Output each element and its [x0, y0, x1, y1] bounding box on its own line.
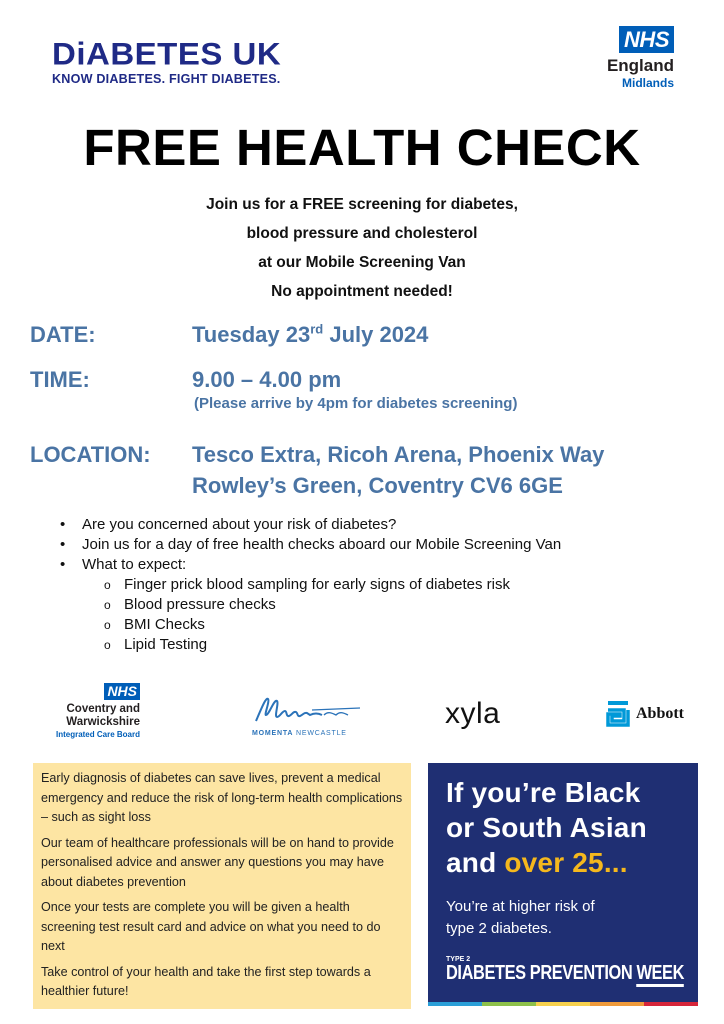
- abbott-logo: [606, 700, 684, 728]
- bullet-list: [60, 515, 561, 655]
- diabetes-uk-tagline: KNOW DIABETES. FIGHT DIABETES.: [52, 72, 281, 86]
- momenta-newcastle-logo: [252, 693, 364, 737]
- headline-highlight: over 25...: [504, 847, 628, 878]
- date-ordinal: rd: [310, 321, 324, 337]
- campaign-banner: [428, 763, 698, 1006]
- momenta-script-icon: [252, 693, 362, 723]
- intro-line: Join us for a FREE screening for diabetes,: [206, 196, 518, 213]
- intro-line: at our Mobile Screening Van: [258, 254, 466, 271]
- brand-text: DIABETES PREVENTION: [446, 962, 637, 984]
- diabetes-uk-logo: [52, 35, 282, 86]
- list-item: • Join us for a day of free health checks aboard our Mobile Screening Van: [60, 535, 561, 555]
- info-paragraph: Our team of healthcare professionals will be on hand to provide personalised advice and answer any questions you may have about diabetes prevention: [41, 835, 394, 889]
- location-line-1: Tesco Extra, Ricoh Arena, Phoenix Way: [192, 442, 605, 467]
- diabetes-uk-wordmark: DiABETES UK: [52, 35, 282, 72]
- sub-list-item: o Blood pressure checks: [60, 595, 561, 615]
- sub-list-item: o Lipid Testing: [60, 635, 561, 655]
- list-item: • What to expect:: [60, 555, 561, 575]
- info-paragraph: Once your tests are complete you will be given a health screening test result card and advice on what you need to do next: [41, 900, 381, 953]
- headline-line: [446, 845, 647, 880]
- xyla-logo: xyla: [445, 697, 501, 730]
- campaign-brand: [446, 962, 684, 985]
- nhs-region-text: Midlands: [621, 76, 674, 90]
- time-label: TIME:: [30, 367, 90, 392]
- icb-line-3: Integrated Care Board: [55, 730, 140, 739]
- strip-segment: [590, 1002, 644, 1006]
- sub-list-item: o BMI Checks: [60, 615, 561, 635]
- icb-line-2: Warwickshire: [66, 716, 140, 728]
- campaign-subtext: [446, 896, 595, 940]
- strip-segment: [428, 1002, 482, 1006]
- time-value: 9.00 – 4.00 pm: [192, 367, 342, 392]
- strip-segment: [644, 1002, 698, 1006]
- subtext-line: type 2 diabetes.: [446, 920, 552, 937]
- momenta-bold: MOMENTA: [252, 730, 294, 737]
- nhs-badge: NHS: [619, 26, 674, 53]
- strip-segment: [482, 1002, 536, 1006]
- sub-list-item: o Finger prick blood sampling for early signs of diabetes risk: [60, 575, 561, 595]
- info-paragraph: Take control of your health and take the first step towards a healthier future!: [41, 964, 371, 998]
- time-note: (Please arrive by 4pm for diabetes screening): [194, 395, 518, 412]
- headline-line: If you’re Black: [446, 777, 641, 808]
- icb-line-1: Coventry and: [66, 703, 140, 715]
- date-month-year: July 2024: [323, 322, 429, 347]
- date-value: [192, 322, 428, 348]
- info-box: [33, 763, 411, 1009]
- campaign-headline: [446, 775, 647, 880]
- intro-line: No appointment needed!: [271, 283, 453, 300]
- intro-line: blood pressure and cholesterol: [246, 225, 478, 242]
- nhs-badge: NHS: [104, 683, 140, 700]
- nhs-england-logo: [607, 26, 674, 91]
- date-label: DATE:: [30, 322, 96, 347]
- info-paragraph: Early diagnosis of diabetes can save lives, prevent a medical emergency and reduce the risk of long-term health complications – such as sight loss: [41, 771, 403, 824]
- subtext-line: You’re at higher risk of: [446, 898, 595, 915]
- list-item: • Are you concerned about your risk of diabetes?: [60, 515, 561, 535]
- headline-text: and: [446, 847, 505, 878]
- date-day: Tuesday 23: [192, 322, 311, 347]
- brand-week: WEEK: [636, 962, 684, 987]
- coventry-warwickshire-icb-logo: [52, 683, 140, 740]
- momenta-text: [252, 730, 364, 737]
- location-line-2: Rowley’s Green, Coventry CV6 6GE: [192, 473, 563, 498]
- nhs-england-text: England: [606, 56, 674, 75]
- abbott-text: Abbott: [636, 705, 685, 722]
- headline-line: or South Asian: [446, 812, 647, 843]
- color-strip: [428, 1002, 698, 1006]
- abbott-mark-icon: [606, 700, 630, 728]
- type2-label: TYPE 2: [446, 956, 471, 963]
- strip-segment: [536, 1002, 590, 1006]
- page-title: FREE HEALTH CHECK: [83, 119, 641, 176]
- location-label: LOCATION:: [30, 442, 151, 467]
- intro-text: [0, 190, 724, 306]
- momenta-light: NEWCASTLE: [296, 730, 347, 737]
